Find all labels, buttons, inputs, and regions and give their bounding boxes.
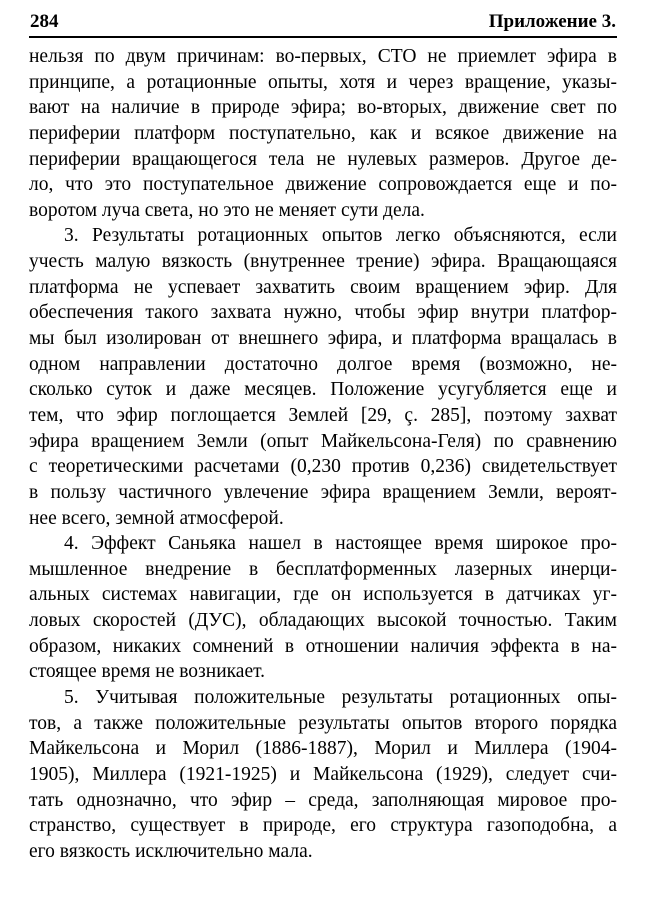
- header-rule: [29, 36, 617, 38]
- text-line: эфира вращением Земли (опыт Майкельсона-Геля) по сравнению: [29, 430, 617, 452]
- page-header: [30, 11, 616, 33]
- text-line: 3. Результаты ротационных опытов легко объясняются, если: [64, 225, 617, 247]
- text-line: 1905), Миллера (1921-1925) и Майкельсона (1929), следует счи-: [29, 763, 617, 785]
- text-line: учесть малую вязкость (внутреннее трение) эфира. Вращающаяся: [29, 251, 617, 273]
- paragraph: [29, 685, 617, 864]
- page-number: 284: [30, 11, 59, 32]
- text-line: платформа не успевает захватить своим вращением эфир. Для: [29, 276, 617, 298]
- text-line: в пользу частичного увлечение эфира вращением Земли, вероят-: [29, 481, 617, 503]
- paragraph: [29, 44, 617, 223]
- text-line: тать однозначно, что эфир – среда, заполняющая мировое про-: [29, 789, 617, 811]
- text-line: Майкельсона и Морил (1886-1887), Морил и Миллера (1904-: [29, 738, 617, 760]
- text-line: периферии платформ поступательно, как и всякое движение на: [29, 122, 617, 144]
- text-line: образом, никаких сомнений в отношении наличия эффекта в на-: [29, 635, 617, 657]
- text-line: сколько суток и даже месяцев. Положение усугубляется еще и: [29, 379, 617, 401]
- text-line: обеспечения такого захвата нужно, чтобы эфир внутри платфор-: [29, 302, 617, 324]
- text-line: одном направлении достаточно долгое время (возможно, не-: [29, 353, 617, 375]
- text-line: нельзя по двум причинам: во-первых, СТО не приемлет эфира в: [29, 46, 617, 67]
- text-line: тем, что эфир поглощается Землей [29, ç. 285], поэтому захват: [29, 404, 617, 426]
- running-title: Приложение 3.: [488, 11, 616, 32]
- text-line: ловых скоростей (ДУС), обладающих высокой точностью. Таким: [29, 610, 617, 632]
- text-line: альных системах навигации, где он используется в датчиках уг-: [29, 584, 617, 606]
- text-line: периферии вращающегося тела не нулевых размеров. Другое де-: [29, 148, 617, 170]
- text-line: с теоретическими расчетами (0,230 против 0,236) свидетельствует: [29, 456, 617, 478]
- text-line: 5. Учитывая положительные результаты ротационных опы-: [64, 687, 617, 709]
- text-line: 4. Эффект Саньяка нашел в настоящее время широкое про-: [64, 533, 617, 555]
- paragraph: [29, 223, 617, 531]
- text-line: мышленное внедрение в бесплатформенных лазерных инерци-: [29, 558, 617, 580]
- text-line: его вязкость исключительно мала.: [29, 840, 313, 862]
- text-line: странство, существует в природе, его структура газоподобна, а: [29, 815, 617, 837]
- text-line: стоящее время не возникает.: [29, 661, 266, 683]
- text-line: ло, что это поступательное движение сопровождается еще и по-: [29, 174, 617, 196]
- text-line: принципе, а ротационные опыты, хотя и через вращение, указы-: [29, 71, 617, 93]
- text-line: вают на наличие в природе эфира; во-вторых, движение свет по: [29, 97, 617, 119]
- text-line: нее всего, земной атмосферой.: [29, 507, 284, 529]
- text-line: тов, а также положительные результаты опытов второго порядка: [29, 712, 617, 734]
- text-line: воротом луча света, но это не меняет сути дела.: [29, 199, 425, 221]
- body-text: [29, 44, 617, 865]
- paragraph: [29, 531, 617, 685]
- text-line: мы был изолирован от внешнего эфира, и платформа вращалась в: [29, 328, 617, 350]
